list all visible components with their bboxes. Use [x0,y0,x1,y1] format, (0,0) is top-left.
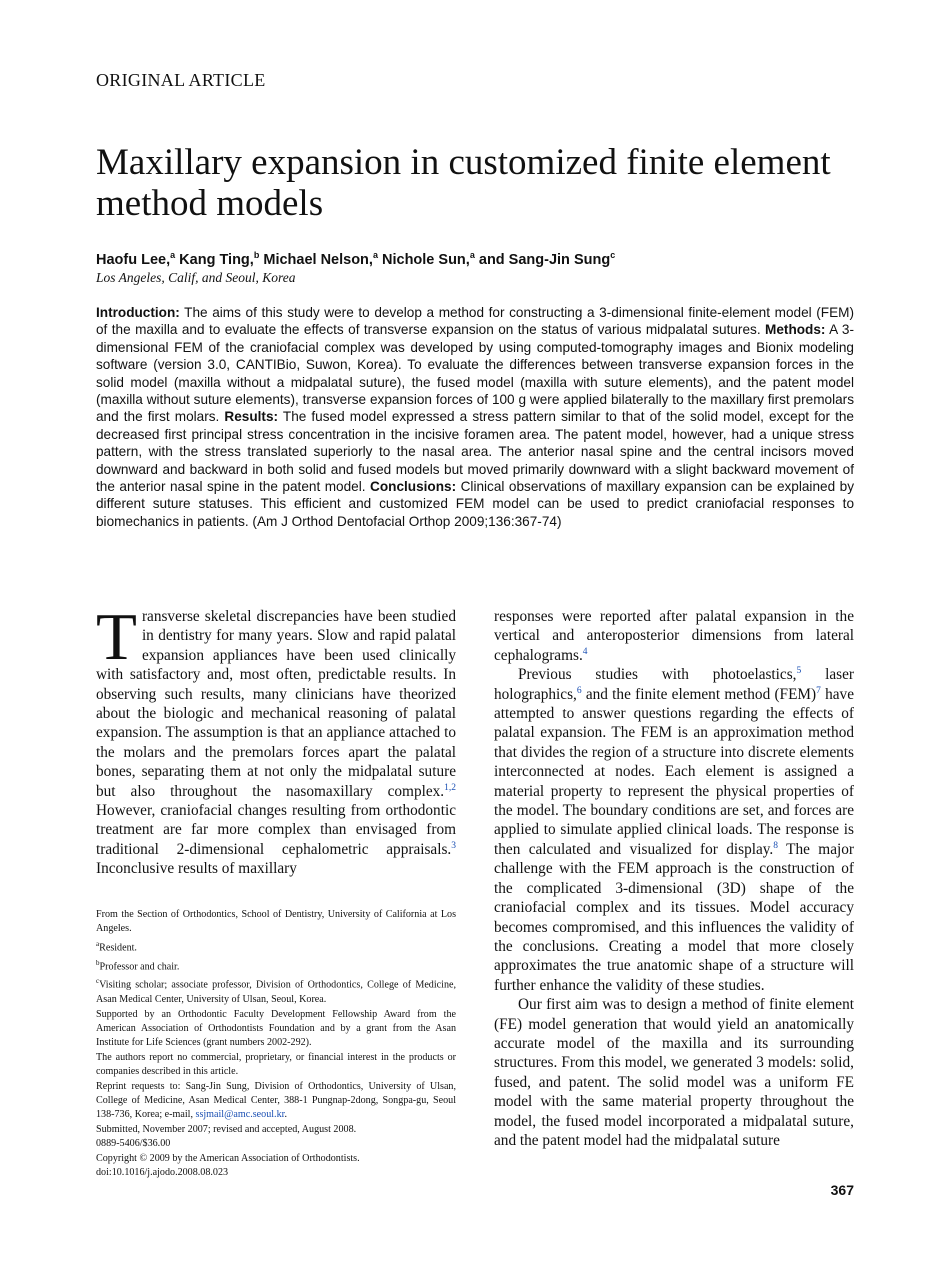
footnote-text: Visiting scholar; associate professor, Division of Orthodontics, College of Medicine, Asan Medical Center, University of Ulsan, Seoul, Korea. [96,979,456,1006]
footnote-mark: c [96,977,100,986]
footnote-support: Supported by an Orthodontic Faculty Development Fellowship Award from the American Association of Orthodontists Foundation and by a grant from the Asan Institute for Life Sciences (grant numbers 2002-292). [96,1008,456,1049]
footnotes [96,908,456,1180]
page-number: 367 [830,1182,854,1198]
author-name: Nichole Sun, [382,251,470,268]
footnote-reprint [96,1080,456,1123]
abstract-methods-label: Methods: [765,322,826,338]
abstract-conclusions-label: Conclusions: [370,479,457,495]
citation-link[interactable]: 1,2 [444,782,456,793]
body-text: Inconclusive results of maxillary [96,860,297,878]
citation-link[interactable]: 4 [582,646,588,657]
body-text: laser holographics, [494,666,854,703]
citation-link[interactable]: 5 [796,666,802,677]
footnote-issn: 0889-5406/$36.00 [96,1138,171,1150]
footnote-from: From the Section of Orthodontics, School of Dentistry, University of California at Los Angeles. [96,909,456,935]
body-text: and the finite element method (FEM) [581,685,817,703]
article-title: Maxillary expansion in customized finite element method models [96,142,831,224]
citation-link[interactable]: 3 [451,840,456,851]
author-affiliation-mark: a [170,250,176,260]
body-column-left [96,600,456,879]
body-text: Previous studies with photoelastics, [518,666,797,684]
body-paragraph: Our first aim was to design a method of finite element (FE) model generation that would yield an anatomically accurate model of the maxilla and its surrounding structures. From this model, we generated 3 models: solid, fused, and patent. The solid model was a uniform FE model with the same material property throughout the model, the fused model incorporated a midpalatal suture, and the patent model had the midpalatal suture [494,996,854,1149]
footnote-mark: b [96,958,100,967]
abstract-results-text: The fused model expressed a stress pattern similar to that of the solid model, except for the decreased first principal stress concentration in the incisive foramen area. The patent model, however, had a unique stress pattern, with the stress translated superiorly to the nasal area. The anterior nasal spine and the central incisors moved downward and backward in both solid and fused models but moved primarily downward with a slight backward movement of the anterior nasal spine in the patent model. [96,409,854,495]
author-list [96,250,615,268]
citation-link[interactable]: 8 [773,840,779,851]
footnote-b [96,956,456,975]
body-text: ransverse skeletal discrepancies have been studied in dentistry for many years. Slow and rapid palatal expansion appliances have been used clinically with satisfactory and, most often, predictable results. In observing such results, many clinicians have theorized about the biologic and mechanical reasoning of palatal expansion. The assumption is that an appliance attached to the molars and the premolars forces apart the palatal bones, separating them at not only the midpalatal suture but also throughout the nasomaxillary complex. [96,608,456,800]
author-name: Michael Nelson, [263,251,373,268]
body-text: responses were reported after palatal expansion in the vertical and anteroposterior dimensions from lateral cephalograms. [494,608,854,664]
citation-link[interactable]: 7 [816,685,821,696]
body-text: However, craniofacial changes resulting from orthodontic treatment are far more complex than envisaged from traditional 2-dimensional cephalometric appraisals. [96,802,456,858]
footnote-submitted: Submitted, November 2007; revised and accepted, August 2008. [96,1123,357,1135]
body-column-right [494,607,854,1150]
abstract-methods-text: A 3-dimensional FEM of the craniofacial complex was developed by using computed-tomography images and Bionix modeling software (version 3.0, CANTIBio, Suwon, Korea). To evaluate the differences between transverse expansion forces in the solid model (maxilla without a midpalatal suture), the fused model (maxilla with suture elements), and the patent model (maxilla without suture elements), transverse expansion forces of 100 g were applied bilaterally to the maxillary first premolars and the first molars. [96,322,854,425]
footnote-text: . [284,1109,287,1121]
affiliation: Los Angeles, Calif, and Seoul, Korea [96,270,296,285]
body-text: have attempted to answer questions regarding the effects of palatal expansion. The FEM is an approximation method that divides the region of a structure into discrete elements interconnected at nodes. Each element is assigned a material property to represent the physical properties of the model. The boundary conditions are set, and forces are applied to simulate applied clinical loads. The response is then calculated and visualized for display. [494,685,854,858]
footnote-c [96,974,456,1007]
author-affiliation-mark: a [372,250,378,260]
drop-cap: T [96,600,137,674]
author-affiliation-mark: a [469,250,475,260]
author-name: and Sang-Jin Sung [478,251,611,268]
footnote-conflict: The authors report no commercial, proprietary, or financial interest in the products or companies described in this article. [96,1051,456,1078]
email-link[interactable]: ssjmail@amc.seoul.kr [195,1109,285,1121]
author-name: Haofu Lee, [96,251,171,268]
footnote-a [96,937,456,956]
author-affiliation-mark: c [610,250,616,260]
footnote-text: Resident. [99,942,137,954]
section-label: ORIGINAL ARTICLE [96,70,266,90]
body-paragraph [494,607,854,665]
body-paragraph [494,665,854,995]
abstract-results-label: Results: [224,409,279,425]
body-paragraph [96,600,456,879]
abstract-conclusions-text: Clinical observations of maxillary expansion can be explained by different suture statuses. This efficient and customized FEM model can be used to predict craniofacial responses to biomechanics in patients. (Am J Orthod Dentofacial Orthop 2009;136:367-74) [96,479,854,529]
citation-link[interactable]: 6 [576,685,582,696]
footnote-copyright: Copyright © 2009 by the American Association of Orthodontists. [96,1152,360,1164]
author-affiliation-mark: b [253,250,260,260]
abstract-intro-text: The aims of this study were to develop a method for constructing a 3-dimensional finite-element model (FEM) of the maxilla and to evaluate the effects of transverse expansion on the status of various midpalatal sutures. [96,305,854,338]
footnote-text: Professor and chair. [99,960,180,972]
body-text: The major challenge with the FEM approach is the construction of the complicated 3-dimensional (3D) shape of the craniofacial complex and its tissues. Model accuracy becomes compromised, and this influences the validity of the conclusions. Creating a model that more closely approximates the true anatomic shape of a structure will further enhance the validity of these studies. [494,840,854,994]
abstract-intro-label: Introduction: [96,305,180,320]
author-name: Kang Ting, [179,251,254,268]
abstract [96,304,854,530]
footnote-text: Reprint requests to: Sang-Jin Sung, Division of Orthodontics, University of Ulsan, College of Medicine, Asan Medical Center, 388-1 Pungnap-2dong, Songpa-gu, Seoul 138-736, Korea; e-mail, [96,1080,456,1121]
footnote-doi[interactable]: doi:10.1016/j.ajodo.2008.08.023 [96,1166,229,1178]
footnote-mark: a [96,939,100,948]
